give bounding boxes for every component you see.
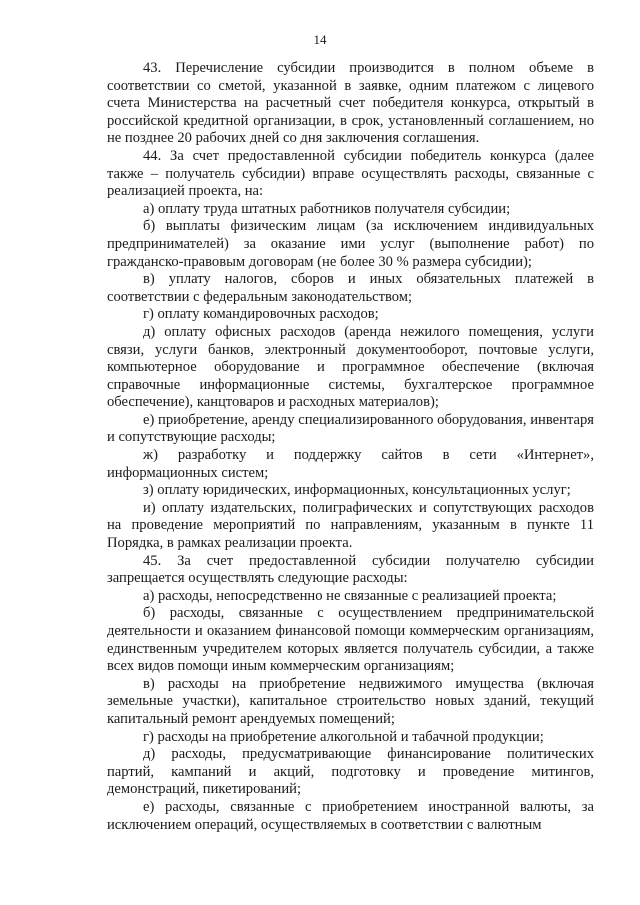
list-item-45-v: в) расходы на приобретение недвижимого имущества (включая земельные участки), капитальное строительство новых зданий, текущий капитальный ремонт арендуемых помещений;	[107, 675, 594, 727]
list-item-45-e: е) расходы, связанные с приобретением иностранной валюты, за исключением операций, осуществляемых в соответствии с валютным	[107, 798, 594, 833]
list-item-44-v: в) уплату налогов, сборов и иных обязательных платежей в соответствии с федеральным законодательством;	[107, 271, 594, 305]
list-item-44-zh: ж) разработку и поддержку сайтов в сети «Интернет», информационных систем;	[107, 447, 594, 481]
list-item-44-z: з) оплату юридических, информационных, консультационных услуг;	[143, 482, 571, 499]
list-item-44-a: а) оплату труда штатных работников получателя субсидии;	[143, 200, 511, 217]
document-body	[107, 60, 594, 834]
paragraph-45: 45. За счет предоставленной субсидии получателю субсидии запрещается осуществлять следующие расходы:	[107, 552, 594, 587]
list-item-45-a: а) расходы, непосредственно не связанные с реализацией проекта;	[143, 587, 557, 604]
list-item-44-i: и) оплату издательских, полиграфических и сопутствующих расходов на проведение мероприятий по направлениям, указанным в пункте 11 Порядка, в рамках реализации проекта.	[107, 499, 594, 552]
page-number: 14	[313, 32, 327, 47]
list-item-44-e: е) приобретение, аренду специализированного оборудования, инвентаря и сопутствующие расходы;	[107, 411, 594, 446]
list-item-44-g: г) оплату командировочных расходов;	[143, 306, 379, 323]
paragraph-43: 43. Перечисление субсидии производится в полном объеме в соответствии со сметой, указанной в заявке, одним платежом с лицевого счета Министерства на расчетный счет победителя конкурса, открытый в российской кредитной организации, в срок, установленный соглашением, но не позднее 20 рабочих дней со дня заключения соглашения.	[107, 60, 594, 147]
list-item-45-d: д) расходы, предусматривающие финансирование политических партий, кампаний и акций, подготовку и проведение митингов, демонстраций, пикетирований;	[107, 746, 594, 798]
list-item-45-b: б) расходы, связанные с осуществлением предпринимательской деятельности и оказанием финансовой помощи коммерческим организациям, единственным учредителем которых является получатель субсидии, а также всех видов помощи иным коммерческим организациям;	[107, 605, 594, 675]
list-item-45-g: г) расходы на приобретение алкогольной и табачной продукции;	[143, 728, 544, 745]
paragraph-44: 44. За счет предоставленной субсидии победитель конкурса (далее также – получатель субсидии) вправе осуществлять расходы, связанные с реализацией проекта, на:	[107, 147, 594, 200]
list-item-44-d: д) оплату офисных расходов (аренда нежилого помещения, услуги связи, услуги банков, электронный документооборот, почтовые услуги, компьютерное оборудование и программное обеспечение (включая справочные информационные системы, бухгалтерское программное обеспечение), канцтоваров и расходных материалов);	[107, 323, 594, 411]
list-item-44-b: б) выплаты физическим лицам (за исключением индивидуальных предпринимателей) за оказание ими услуг (выполнение работ) по гражданско-правовым договорам (не более 30 % размера субсидии);	[107, 218, 594, 270]
